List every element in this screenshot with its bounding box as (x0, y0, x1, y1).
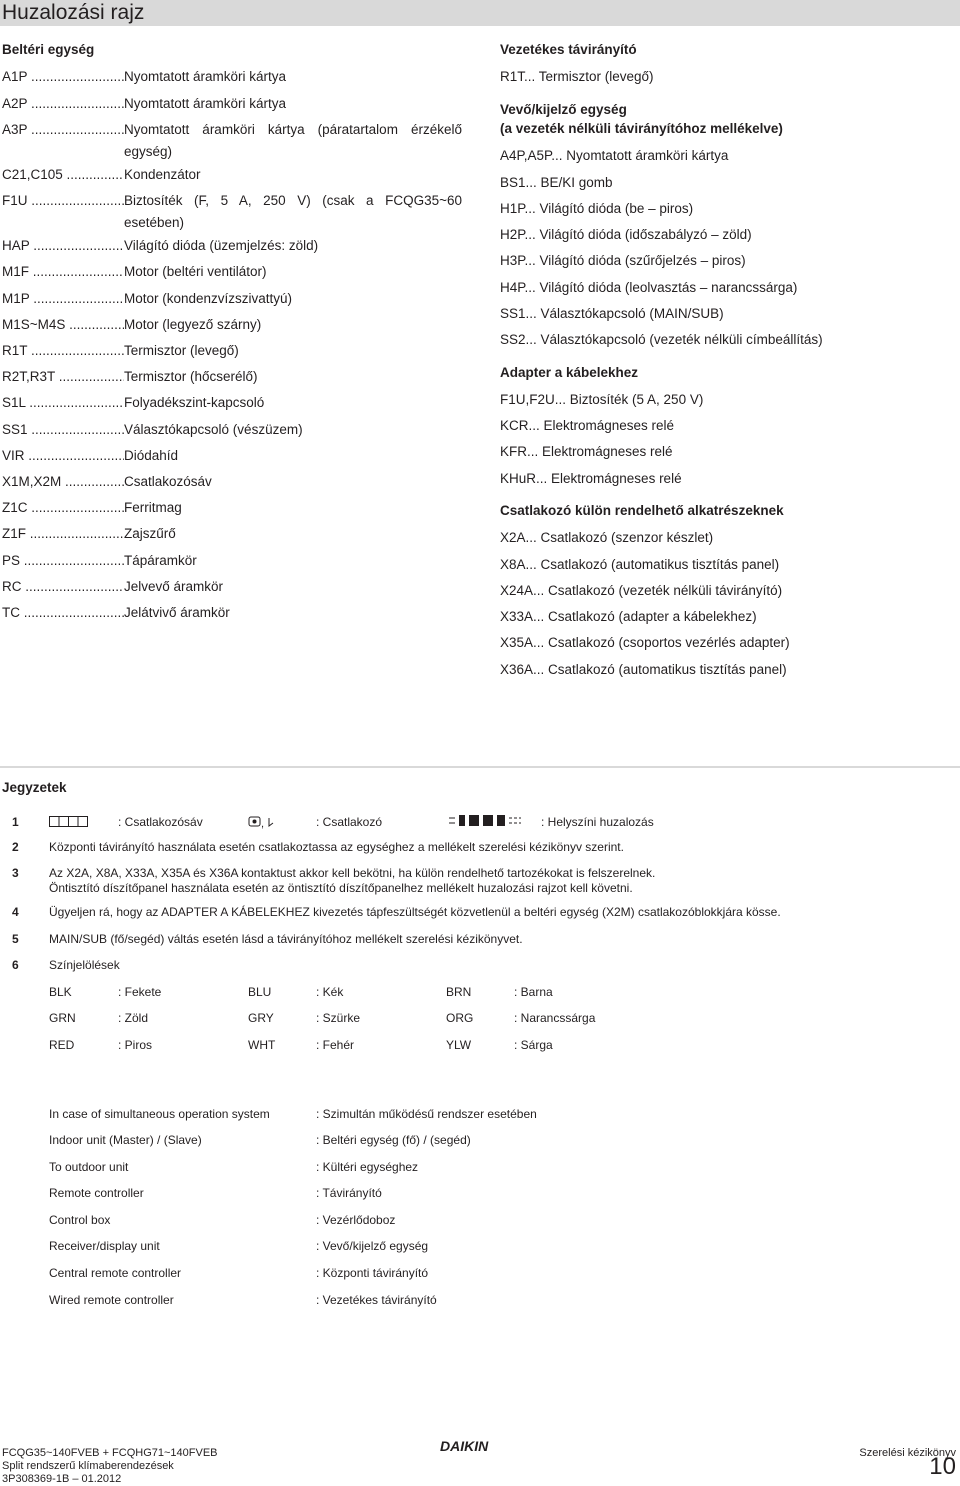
list-item: X2A... Csatlakozó (szenzor készlet) (500, 530, 714, 545)
note-4: Ügyeljen rá, hogy az ADAPTER A KÁBELEKHEZ kivezetés tápfeszültségét közvetlenül a beltéri egység (X2M) csatlakozóblokkjára kösse. (49, 905, 781, 919)
translation-hu: : Szimultán működésű rendszer esetében (316, 1107, 537, 1121)
color-code: ORG (446, 1011, 474, 1025)
translation-hu: : Központi távirányító (316, 1266, 429, 1280)
translation-hu: : Beltéri egység (fő) / (segéd) (316, 1133, 471, 1147)
list-item: H1P... Világító dióda (be – piros) (500, 201, 694, 216)
field-wiring-icon (449, 815, 523, 827)
note-6: Színjelölések (49, 958, 120, 972)
color-code: WHT (248, 1038, 276, 1052)
footer-manual: Szerelési kézikönyv (859, 1447, 956, 1459)
translation-en: Remote controller (49, 1186, 144, 1200)
indoor-heading: Beltéri egység (2, 42, 95, 57)
list-item: X35A... Csatlakozó (csoportos vezérlés adapter) (500, 635, 790, 650)
color-code: YLW (446, 1038, 472, 1052)
color-code: BRN (446, 985, 472, 999)
translation-hu: : Kültéri egységhez (316, 1160, 419, 1174)
note-1-terminal: : Csatlakozósáv (118, 815, 203, 829)
list-item: X24A... Csatlakozó (vezeték nélküli távirányító) (500, 583, 783, 598)
note-3-line1: Az X2A, X8A, X33A, X35A és X36A kontaktust akkor kell bekötni, ha külön rendelhető tartozékokat is felszerelnek. (49, 866, 656, 880)
translation-hu: : Vezetékes távirányító (316, 1293, 437, 1307)
note-number: 5 (12, 932, 19, 946)
list-item: A4P,A5P... Nyomtatott áramköri kártya (500, 148, 729, 163)
receiver-heading: Vevő/kijelző egység (500, 102, 627, 117)
note-5: MAIN/SUB (fő/segéd) váltás esetén lásd a távirányítóhoz mellékelt szerelési kézikönyvet. (49, 932, 523, 946)
wired-remote-heading: Vezetékes távirányító (500, 42, 637, 57)
daikin-logo (440, 1438, 514, 1454)
title-bar (0, 0, 960, 26)
color-code: GRY (248, 1011, 274, 1025)
list-item: H3P... Világító dióda (szűrőjelzés – piros) (500, 253, 746, 268)
translation-en: Receiver/display unit (49, 1239, 160, 1253)
translation-en: Control box (49, 1213, 111, 1227)
color-code: GRN (49, 1011, 76, 1025)
list-item: KHuR... Elektromágneses relé (500, 471, 682, 486)
color-name: : Sárga (514, 1038, 553, 1052)
list-item: SS1... Választókapcsoló (MAIN/SUB) (500, 306, 724, 321)
adapter-heading: Adapter a kábelekhez (500, 365, 639, 380)
list-item: SS2... Választókapcsoló (vezeték nélküli címbeállítás) (500, 332, 823, 347)
note-number: 3 (12, 866, 19, 880)
connector-icon (248, 815, 278, 829)
translation-en: To outdoor unit (49, 1160, 129, 1174)
color-name: : Kék (316, 985, 344, 999)
color-name: : Barna (514, 985, 553, 999)
color-code: BLU (248, 985, 272, 999)
terminal-strip-icon (49, 816, 89, 828)
page-number: 10 (929, 1453, 956, 1480)
list-item: F1U,F2U... Biztosíték (5 A, 250 V) (500, 392, 704, 407)
note-2: Központi távirányító használata esetén csatlakoztassa az egységhez a mellékelt szerelési kézikönyv szerint. (49, 840, 624, 854)
translation-en: Indoor unit (Master) / (Slave) (49, 1133, 202, 1147)
note-number: 2 (12, 840, 19, 854)
note-number: 1 (12, 815, 19, 829)
svg-text:,: , (261, 818, 265, 829)
footer-product: Split rendszerű klímaberendezések (2, 1460, 174, 1472)
list-item: KCR... Elektromágneses relé (500, 418, 675, 433)
color-name: : Narancssárga (514, 1011, 596, 1025)
list-item: H2P... Világító dióda (időszabályzó – zöld) (500, 227, 752, 242)
color-name: : Fekete (118, 985, 162, 999)
translation-en: Wired remote controller (49, 1293, 174, 1307)
color-name: : Szürke (316, 1011, 361, 1025)
list-item: KFR... Elektromágneses relé (500, 444, 673, 459)
svg-text:DAIKIN: DAIKIN (440, 1438, 489, 1454)
list-item: X33A... Csatlakozó (adapter a kábelekhez) (500, 609, 757, 624)
list-item: H4P... Világító dióda (leolvasztás – narancssárga) (500, 280, 798, 295)
translation-hu: : Távirányító (316, 1186, 382, 1200)
translation-hu: : Vevő/kijelző egység (316, 1239, 429, 1253)
note-1-field-wiring: : Helyszíni huzalozás (541, 815, 654, 829)
color-name: : Fehér (316, 1038, 355, 1052)
list-item: BS1... BE/KI gomb (500, 175, 613, 190)
list-item: X36A... Csatlakozó (automatikus tisztítás panel) (500, 662, 787, 677)
translation-en: In case of simultaneous operation system (49, 1107, 270, 1121)
color-name: : Zöld (118, 1011, 149, 1025)
color-code: RED (49, 1038, 75, 1052)
list-item: R1T... Termisztor (levegő) (500, 69, 654, 84)
color-code: BLK (49, 985, 72, 999)
note-1-connector: : Csatlakozó (316, 815, 383, 829)
note-number: 6 (12, 958, 19, 972)
footer-doc-id: 3P308369-1B – 01.2012 (2, 1473, 122, 1485)
list-item: X8A... Csatlakozó (automatikus tisztítás panel) (500, 557, 780, 572)
receiver-subheading: (a vezeték nélküli távirányítóhoz mellékelve) (500, 121, 783, 136)
page-title: Huzalozási rajz (2, 1, 145, 24)
note-3-line2: Öntisztító díszítőpanel használata esetén az öntisztító díszítőpanelhez mellékelt huzalozási rajzot kell követni. (49, 881, 633, 895)
connectors-heading: Csatlakozó külön rendelhető alkatrészeknek (500, 503, 784, 518)
color-name: : Piros (118, 1038, 153, 1052)
translation-en: Central remote controller (49, 1266, 182, 1280)
notes-heading: Jegyzetek (2, 780, 67, 795)
note-number: 4 (12, 905, 19, 919)
translation-hu: : Vezérlődoboz (316, 1213, 396, 1227)
section-divider (0, 766, 960, 768)
footer-model: FCQG35~140FVEB + FCQHG71~140FVEB (2, 1447, 218, 1459)
